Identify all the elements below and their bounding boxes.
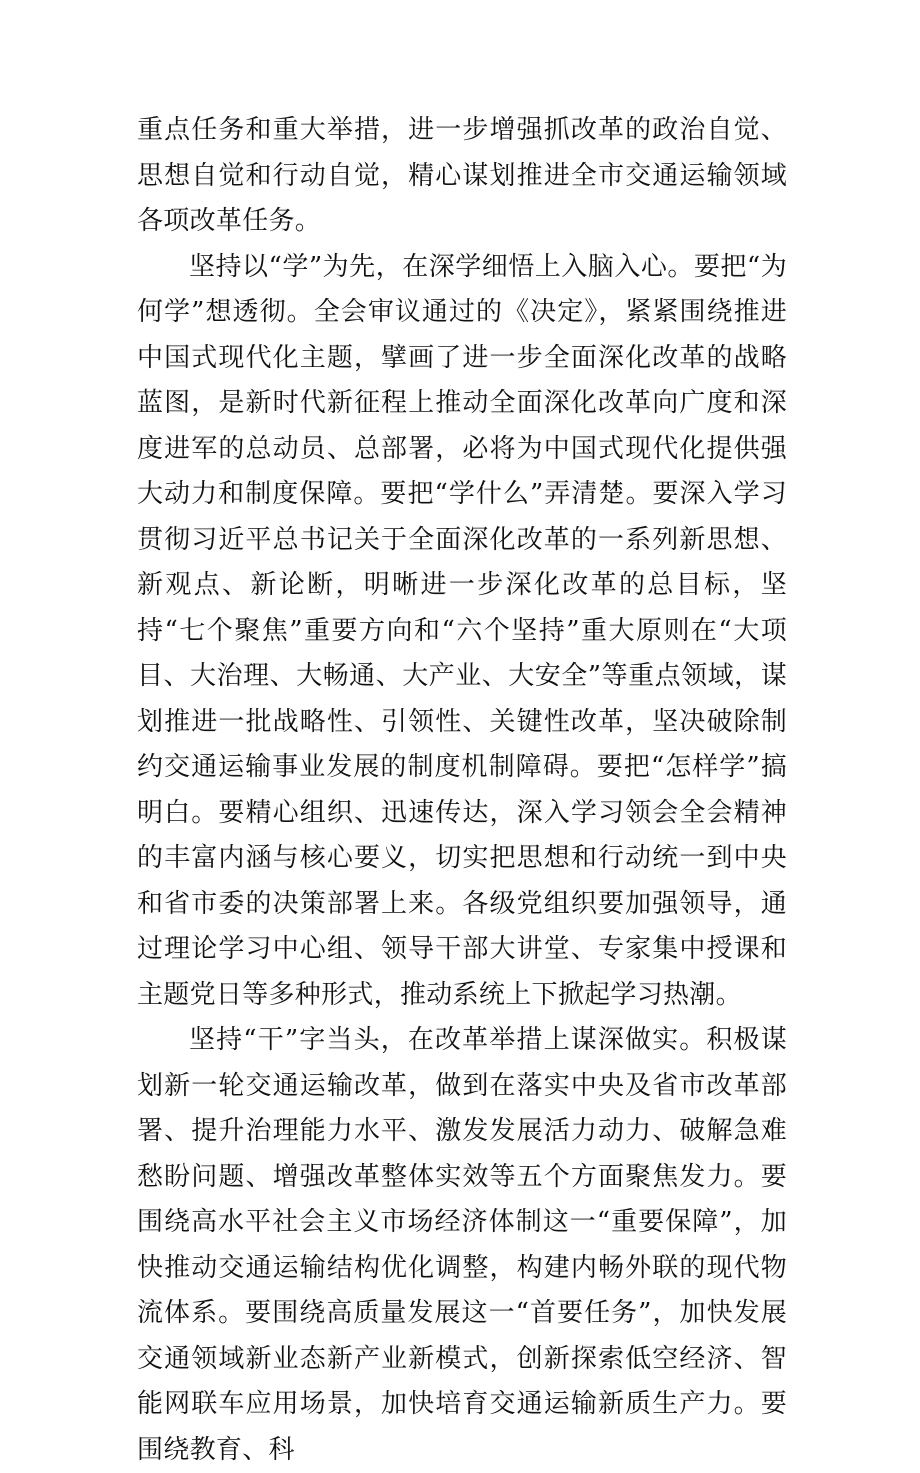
paragraph-3: 坚持“干”字当头，在改革举措上谋深做实。积极谋划新一轮交通运输改革，做到在落实中央及省市改革部署、提升治理能力水平、激发发展活力动力、破解急难愁盼问题、增强改革整体实效等五个方面聚焦发力。要围绕高水平社会主义市场经济体制这一“重要保障”，加快推动交通运输结构优化调整，构建内畅外联的现代物流体系。要围绕高质量发展这一“首要任务”，加快发展交通领域新业态新产业新模式，创新探索低空经济、智能网联车应用场景，加快培育交通运输新质生产力。要围绕教育、科 (137, 1025, 787, 1465)
paragraph-2: 坚持以“学”为先，在深学细悟上入脑入心。要把“为何学”想透彻。全会审议通过的《决定》，紧紧围绕推进中国式现代化主题，擘画了进一步全面深化改革的战略蓝图，是新时代新征程上推动全面深化改革向广度和深度进军的总动员、总部署，必将为中国式现代化提供强大动力和制度保障。要把“学什么”弄清楚。要深入学习贯彻习近平总书记关于全面深化改革的一系列新思想、新观点、新论断，明晰进一步深化改革的总目标，坚持“七个聚焦”重要方向和“六个坚持”重大原则在“大项目、大治理、大畅通、大产业、大安全”等重点领域，谋划推进一批战略性、引领性、关键性改革，坚决破除制约交通运输事业发展的制度机制障碍。要把“怎样学”搞明白。要精心组织、迅速传达，深入学习领会全会精神的丰富内涵与核心要义，切实把思想和行动统一到中央和省市委的决策部署上来。各级党组织要加强领导，通过理论学习中心组、领导干部大讲堂、专家集中授课和主题党日等多种形式，推动系统上下掀起学习热潮。 (137, 251, 787, 1010)
document-body (137, 108, 787, 1473)
paragraph-1: 重点任务和重大举措，进一步增强抓改革的政治自觉、思想自觉和行动自觉，精心谋划推进全市交通运输领域各项改革任务。 (137, 115, 787, 236)
